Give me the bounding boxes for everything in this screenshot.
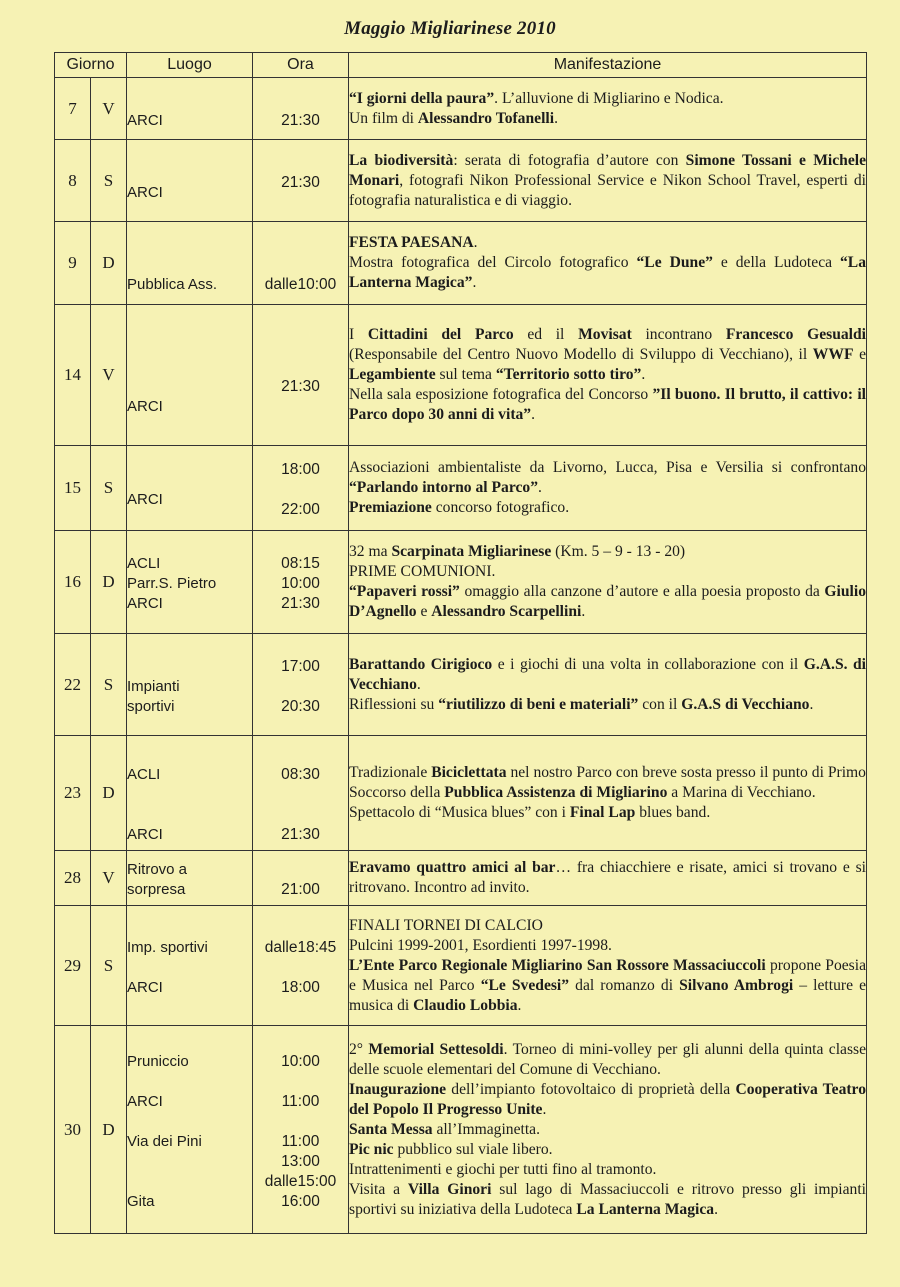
event-highlight: G.A.S. di Vecchiano [349,655,867,693]
event-text: : serata di fotografia d’autore con [453,151,686,169]
event-highlight: Cittadini del Parco [367,326,514,343]
day-number: 30 [55,1026,91,1234]
time-cell [253,906,349,1026]
table-row [55,305,867,446]
time-line: 10:00 [281,1052,320,1070]
event-description [349,851,867,906]
location-cell [127,222,253,305]
location-line [127,357,252,377]
event-text: . [538,479,542,496]
day-of-week: S [91,634,127,736]
event-text: Nella sala esposizione fotografica del Concorso [349,386,653,403]
page-title: Maggio Migliarinese 2010 [344,18,556,39]
event-paragraph [349,763,866,803]
event-text: PRIME COMUNIONI. [349,563,496,580]
location-line [127,337,252,357]
event-text: Spettacolo di “Musica blues” con i [349,804,570,821]
event-text: Pulcini 1999-2001, Esordienti 1997-1998. [349,936,612,954]
location-cell [127,78,253,140]
event-highlight: La Lanterna Magica [576,1200,715,1218]
day-number: 29 [55,906,91,1026]
event-paragraph [349,253,866,293]
day-number: 16 [55,531,91,634]
event-text: Intrattenimenti e giochi per tutti fino al tramonto. [349,1160,657,1178]
event-text: all’Immaginetta. [432,1120,540,1138]
location-line: ACLI [127,766,161,783]
time-cell [253,446,349,531]
event-paragraph [349,1140,866,1160]
time-line: 21:00 [281,881,320,898]
time-cell [253,222,349,305]
event-paragraph [349,542,866,562]
location-line [127,91,252,111]
event-highlight: “La Lanterna Magica” [349,254,866,291]
time-line: dalle10:00 [264,276,337,293]
event-highlight: Simone Tossani e Michele Monari [349,151,867,189]
location-line: Parr.S. Pietro [127,575,217,592]
location-line [127,255,252,275]
header-ora: Ora [253,53,349,78]
time-cell [253,736,349,851]
event-text: FINALI TORNEI DI CALCIO [349,916,543,934]
location-line [127,1112,252,1132]
time-line: 13:00 [281,1152,320,1170]
event-paragraph [349,498,866,518]
day-of-week: V [91,78,127,140]
event-text: nel nostro Parco con breve sosta presso il punto di Primo Soccorso della [349,764,866,801]
event-highlight: Alessandro Tofanelli [417,109,555,127]
time-line [253,785,348,805]
event-text: . [472,274,477,291]
day-of-week: D [91,531,127,634]
event-text: … fra chiacchiere e risate, amici si trovano e si ritrovano. Incontro ad invito. [349,859,866,896]
header-giorno: Giorno [55,53,127,78]
day-number: 23 [55,736,91,851]
day-of-week: S [91,140,127,222]
time-cell [253,305,349,446]
event-text: e della Ludoteca [712,254,840,271]
location-line: ARCI [127,1092,163,1110]
event-text: . [714,1200,718,1218]
time-line: dalle15:00 [264,1172,337,1190]
event-text: (Responsabile del Centro Nuovo Modello di Sviluppo di Vecchiano), il [349,346,813,363]
event-text: sul lago di Massaciuccoli e ritrovo presso gli impianti sportivi su iniziativa della Ludoteca [349,1180,867,1218]
table-row [55,634,867,736]
time-line: 08:15 [281,555,320,572]
event-paragraph [349,1080,866,1120]
location-line: Impianti [127,677,180,695]
event-highlight: Silvano Ambrogi [679,976,794,994]
time-line: dalle18:45 [264,938,337,956]
event-paragraph [349,916,866,936]
day-of-week: V [91,851,127,906]
event-highlight: L’Ente Parco Regionale Migliarino San Rossore Massaciuccoli [349,956,766,974]
table-row [55,222,867,305]
time-line [253,805,348,825]
time-line: 21:30 [281,595,320,612]
day-number: 14 [55,305,91,446]
event-highlight: La biodiversità [349,151,454,169]
event-description [349,1026,867,1234]
event-paragraph [349,458,866,498]
day-of-week: D [91,1026,127,1234]
day-of-week: V [91,305,127,446]
event-description [349,446,867,531]
event-description [349,634,867,736]
event-paragraph [349,695,866,715]
location-line [127,745,252,765]
time-line [253,677,348,697]
event-paragraph [349,936,866,956]
time-line: 21:30 [281,111,320,129]
event-highlight: Scarpinata Migliarinese [391,543,552,560]
event-highlight: Francesco Gesualdi [725,326,866,343]
time-cell [253,78,349,140]
location-line [127,1072,252,1092]
event-paragraph [349,233,866,253]
event-highlight: Cooperativa Teatro del Popolo Il Progresso Unite [349,1080,866,1118]
event-text: . [554,109,558,127]
time-line: 21:30 [281,378,320,395]
time-line: 11:00 [281,1092,320,1110]
event-paragraph [349,1120,866,1140]
event-highlight: Villa Ginori [407,1180,492,1198]
time-line [253,860,348,880]
event-paragraph [349,858,866,898]
event-text: . L’alluvione di Migliarino e Nodica. [494,89,724,107]
location-line [127,163,252,183]
table-row [55,736,867,851]
table-row [55,851,867,906]
event-highlight: Pic nic [349,1140,394,1158]
day-number: 15 [55,446,91,531]
event-highlight: G.A.S di Vecchiano [681,695,810,713]
event-text: Visita a [349,1180,408,1198]
time-cell [253,634,349,736]
location-cell [127,305,253,446]
event-text: 2° [349,1040,369,1058]
location-cell [127,446,253,531]
table-row [55,531,867,634]
location-line [127,1152,252,1172]
location-line: ARCI [127,183,163,201]
event-text: omaggio alla canzone d’autore e alla poesia proposto da [459,583,825,600]
event-description [349,305,867,446]
event-paragraph [349,109,866,129]
event-text: dell’impianto fotovoltaico di proprietà della [446,1080,736,1098]
location-line [127,470,252,490]
time-cell [253,140,349,222]
event-highlight: “Territorio sotto tiro” [495,366,642,383]
event-highlight: Eravamo quattro amici al bar [349,859,556,876]
location-line [127,958,252,978]
event-paragraph [349,956,866,1016]
event-text: Associazioni ambientaliste da Livorno, Lucca, Pisa e Versilia si confrontano [349,459,866,476]
event-paragraph [349,151,866,211]
location-cell [127,906,253,1026]
event-text: con il [638,695,682,713]
event-text: 32 ma [349,543,392,560]
event-paragraph [349,582,866,622]
event-highlight: Biciclettata [431,764,507,781]
day-of-week: D [91,222,127,305]
event-highlight: Pubblica Assistenza di Migliarino [444,784,668,801]
location-line [127,377,252,397]
event-text: Riflessioni su [349,695,439,713]
event-highlight: Alessandro Scarpellini [431,603,582,620]
event-highlight: “Le Dune” [636,254,713,271]
event-text: . [473,234,478,251]
event-highlight: Memorial Settesoldi [368,1040,504,1058]
event-highlight: Giulio D’Agnello [349,583,866,620]
location-line: ARCI [127,398,163,415]
location-line [127,235,252,255]
event-highlight: “I giorni della paura” [349,89,495,107]
event-paragraph [349,1180,866,1220]
day-of-week: D [91,736,127,851]
event-text: . [542,1100,547,1118]
event-description [349,222,867,305]
location-line: Gita [127,1192,155,1210]
header-row [55,53,867,78]
location-line: Pruniccio [127,1052,189,1070]
event-text: , fotografi Nikon Professional Service e Nikon School Travel, esperti di fotografia naturalistica e di viaggio. [349,171,866,209]
event-description [349,906,867,1026]
location-line: sportivi [127,697,175,715]
time-line: 21:30 [281,173,320,191]
location-line [127,1172,252,1192]
location-cell [127,1026,253,1234]
time-cell [253,531,349,634]
location-line: Pubblica Ass. [127,276,218,293]
event-highlight: Final Lap [569,804,636,821]
time-line [253,357,348,377]
time-line [253,235,348,255]
location-line: ARCI [127,595,163,612]
time-line [253,480,348,500]
event-text: . [809,695,814,713]
header-luogo: Luogo [127,53,253,78]
schedule-body [55,78,867,1234]
event-text: sul tema [435,366,496,383]
day-number: 8 [55,140,91,222]
table-row [55,906,867,1026]
time-line [253,255,348,275]
location-line: ACLI [127,555,161,572]
time-cell [253,1026,349,1234]
event-highlight: Barattando Cirigioco [349,655,493,673]
table-row [55,446,867,531]
time-line: 17:00 [281,657,320,675]
location-line: Ritrovo a [127,861,188,878]
location-line: ARCI [127,491,163,508]
event-highlight: FESTA PAESANA [349,234,474,251]
time-line: 10:00 [281,575,320,592]
location-line: ARCI [127,111,163,129]
location-cell [127,851,253,906]
location-line [127,785,252,805]
time-line [253,1072,348,1092]
event-highlight: “Le Svedesi” [480,976,570,994]
time-line [253,91,348,111]
time-line: 18:00 [281,461,320,478]
event-text: pubblico sul viale libero. [393,1140,553,1158]
event-text: blues band. [635,804,711,821]
event-text: incontrano [631,326,726,343]
event-highlight: “Papaveri rossi” [349,583,460,600]
time-line: 22:00 [281,501,320,518]
event-text: I [349,326,368,343]
time-line [253,958,348,978]
location-line: ARCI [127,978,163,996]
event-paragraph [349,1160,866,1180]
table-row [55,140,867,222]
event-paragraph [349,655,866,695]
location-cell [127,634,253,736]
table-row [55,1026,867,1234]
event-text: . [531,406,536,423]
event-text: propone Poesia e Musica nel Parco [349,956,866,994]
event-paragraph [349,562,866,582]
event-text: . [641,366,646,383]
time-line: 08:30 [281,766,320,783]
event-highlight: WWF [812,346,854,363]
event-description [349,736,867,851]
location-line: Imp. sportivi [127,938,208,956]
location-line: Via dei Pini [127,1132,202,1150]
event-description [349,140,867,222]
event-text: (Km. 5 – 9 - 13 - 20) [551,543,686,560]
location-cell [127,736,253,851]
day-number: 9 [55,222,91,305]
location-line [127,805,252,825]
event-text: – letture e musica di [349,976,866,1014]
day-number: 28 [55,851,91,906]
event-highlight: “Parlando intorno al Parco” [349,479,538,496]
event-highlight: Movisat [578,326,632,343]
location-cell [127,140,253,222]
event-description [349,531,867,634]
event-paragraph [349,803,866,823]
event-text: dal romanzo di [569,976,680,994]
day-of-week: S [91,446,127,531]
event-highlight: Santa Messa [349,1120,433,1138]
location-cell [127,531,253,634]
header-manifestazione: Manifestazione [349,53,867,78]
event-text: . [581,603,586,620]
event-highlight: “riutilizzo di beni e materiali” [438,695,639,713]
time-cell [253,851,349,906]
time-line [253,745,348,765]
event-text: e i giochi di una volta in collaborazione con il [492,655,804,673]
event-description [349,78,867,140]
time-line: 16:00 [281,1192,320,1210]
event-highlight: Premiazione [349,499,432,516]
event-highlight: Legambiente [349,366,436,383]
time-line: 18:00 [281,978,320,996]
event-text: . Torneo di mini-volley per gli alunni della quinta classe delle scuole elementari del Comune di Vecchiano. [349,1040,867,1078]
event-paragraph [349,325,866,385]
schedule-table [54,52,867,1234]
event-text: Mostra fotografica del Circolo fotografico [349,254,637,271]
location-line [127,657,252,677]
event-highlight: Inaugurazione [349,1080,447,1098]
event-text: e [853,346,867,363]
time-line [253,1112,348,1132]
event-highlight: Claudio Lobbia [413,996,518,1014]
time-line: 21:30 [281,826,320,843]
event-text: a Marina di Vecchiano. [667,784,816,801]
event-text: concorso fotografico. [431,499,570,516]
event-text: ed il [513,326,579,343]
day-number: 22 [55,634,91,736]
event-text: Un film di [349,109,418,127]
event-text: e [416,603,432,620]
table-row [55,78,867,140]
event-paragraph [349,1040,866,1080]
event-paragraph [349,385,866,425]
time-line: 20:30 [281,697,320,715]
event-text: . [416,675,421,693]
event-highlight: ”Il buono. Il brutto, il cattivo: il Parco dopo 30 anni di vita” [349,386,866,423]
location-line: ARCI [127,826,163,843]
day-of-week: S [91,906,127,1026]
event-text: . [517,996,522,1014]
day-number: 7 [55,78,91,140]
time-line: 11:00 [281,1132,320,1150]
event-text: Tradizionale [349,764,432,781]
event-paragraph [349,89,866,109]
location-line: sorpresa [127,881,186,898]
